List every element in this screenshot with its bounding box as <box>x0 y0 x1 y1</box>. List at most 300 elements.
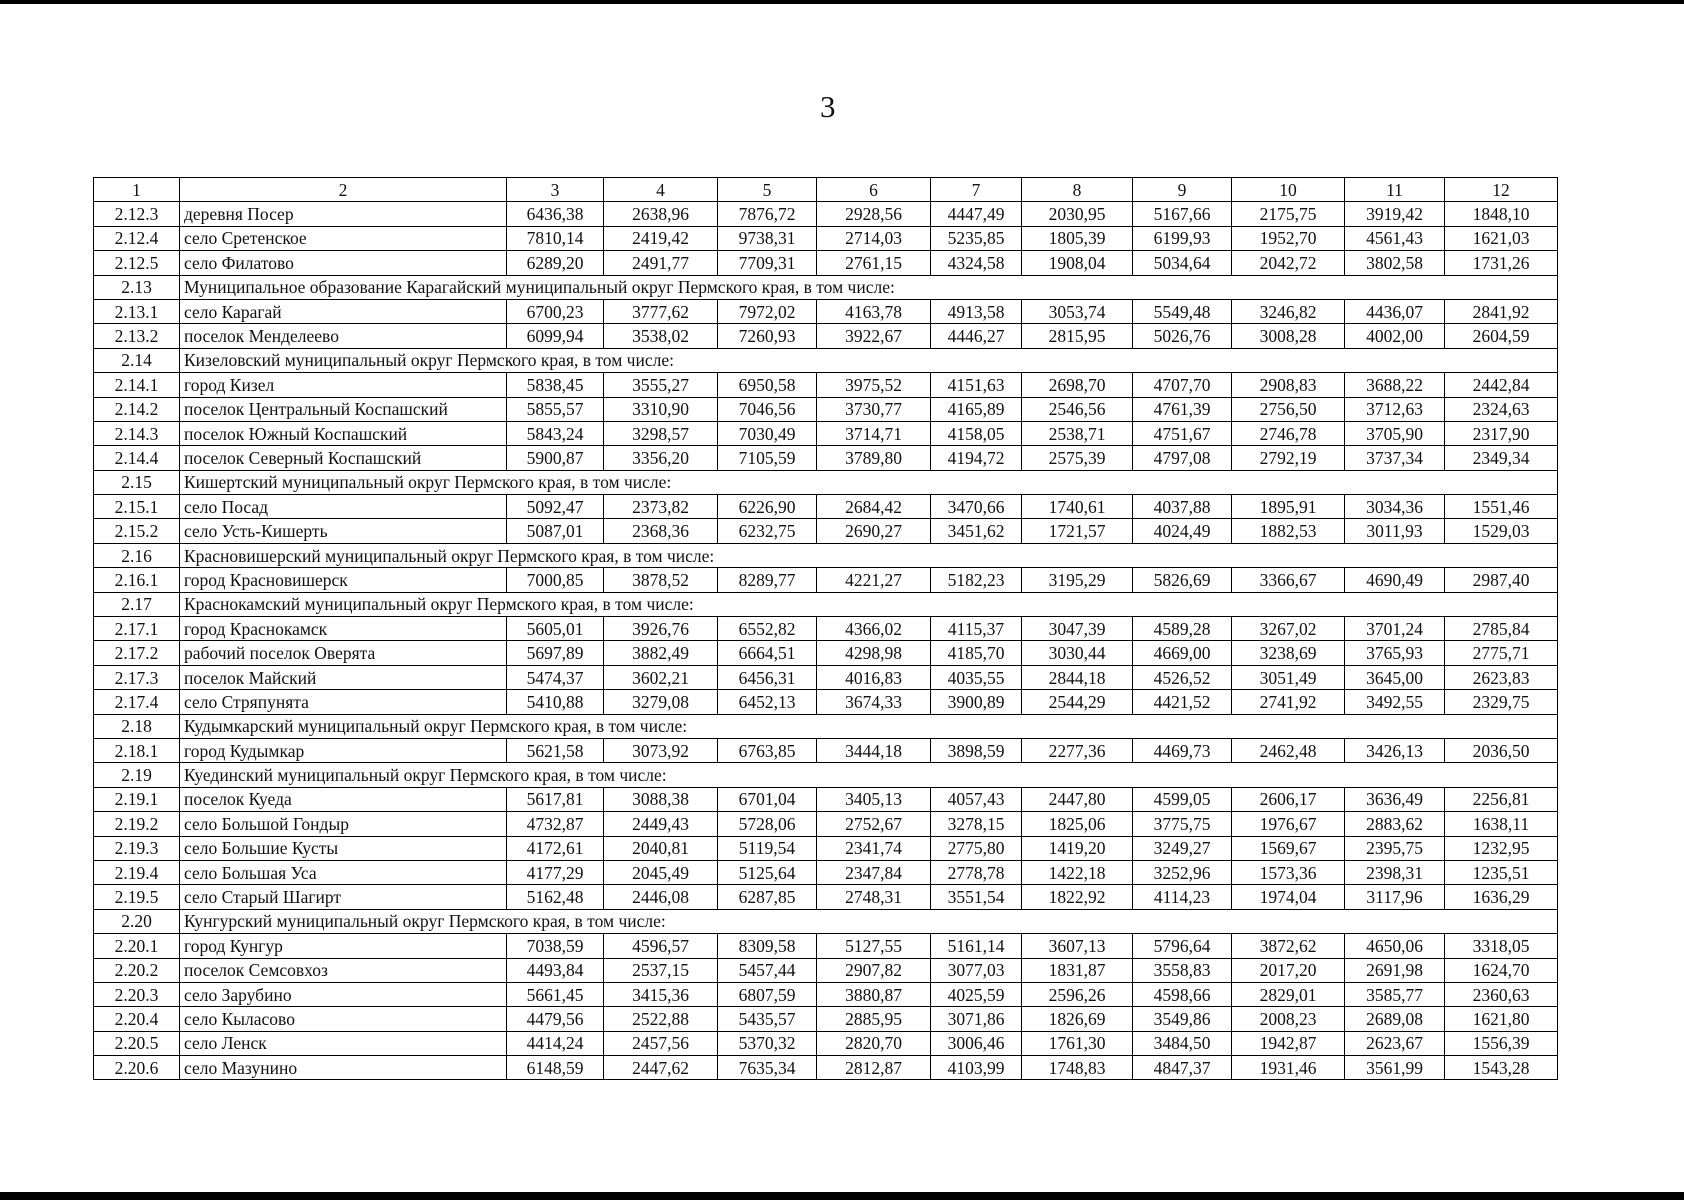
value-cell: 3674,33 <box>817 690 931 714</box>
value-cell: 1235,51 <box>1445 860 1558 884</box>
value-cell: 2042,72 <box>1232 251 1345 275</box>
value-cell: 5410,88 <box>507 690 604 714</box>
value-cell: 6099,94 <box>507 324 604 348</box>
table-row <box>94 958 1558 982</box>
value-cell: 2008,23 <box>1232 1007 1345 1031</box>
value-cell: 2741,92 <box>1232 690 1345 714</box>
value-cell: 4469,73 <box>1133 738 1232 762</box>
value-cell: 2040,81 <box>604 836 718 860</box>
value-cell: 6226,90 <box>718 495 817 519</box>
value-cell: 3765,93 <box>1345 641 1445 665</box>
value-cell: 2544,29 <box>1022 690 1133 714</box>
value-cell: 4650,06 <box>1345 934 1445 958</box>
value-cell: 5235,85 <box>931 226 1022 250</box>
section-row <box>94 348 1558 372</box>
section-row <box>94 714 1558 738</box>
value-cell: 2442,84 <box>1445 373 1558 397</box>
table-row <box>94 982 1558 1006</box>
value-cell: 2447,80 <box>1022 787 1133 811</box>
value-cell: 2761,15 <box>817 251 931 275</box>
value-cell: 3926,76 <box>604 617 718 641</box>
value-cell: 1952,70 <box>1232 226 1345 250</box>
top-border-line <box>0 0 1684 4</box>
value-cell: 4561,43 <box>1345 226 1445 250</box>
value-cell: 5034,64 <box>1133 251 1232 275</box>
section-title: Кудымкарский муниципальный округ Пермского края, в том числе: <box>180 714 1558 738</box>
value-cell: 5621,58 <box>507 738 604 762</box>
value-cell: 2775,71 <box>1445 641 1558 665</box>
value-cell: 7038,59 <box>507 934 604 958</box>
tariff-table <box>93 177 1558 1080</box>
value-cell: 1740,61 <box>1022 495 1133 519</box>
table-row <box>94 446 1558 470</box>
value-cell: 4035,55 <box>931 665 1022 689</box>
section-row <box>94 592 1558 616</box>
value-cell: 4002,00 <box>1345 324 1445 348</box>
value-cell: 4596,57 <box>604 934 718 958</box>
value-cell: 4669,00 <box>1133 641 1232 665</box>
value-cell: 2812,87 <box>817 1056 931 1080</box>
section-row <box>94 909 1558 933</box>
table-row <box>94 373 1558 397</box>
value-cell: 2349,34 <box>1445 446 1558 470</box>
header-cell: 1 <box>94 178 180 202</box>
value-cell: 3645,00 <box>1345 665 1445 689</box>
settlement-name: село Старый Шагирт <box>180 885 507 909</box>
value-cell: 1761,30 <box>1022 1031 1133 1055</box>
value-cell: 1422,18 <box>1022 860 1133 884</box>
value-cell: 7030,49 <box>718 421 817 445</box>
value-cell: 5617,81 <box>507 787 604 811</box>
value-cell: 1895,91 <box>1232 495 1345 519</box>
value-cell: 4751,67 <box>1133 421 1232 445</box>
row-number: 2.14.4 <box>94 446 180 470</box>
value-cell: 4414,24 <box>507 1031 604 1055</box>
row-number: 2.17.2 <box>94 641 180 665</box>
value-cell: 4057,43 <box>931 787 1022 811</box>
value-cell: 2368,36 <box>604 519 718 543</box>
value-cell: 3088,38 <box>604 787 718 811</box>
value-cell: 2756,50 <box>1232 397 1345 421</box>
value-cell: 5026,76 <box>1133 324 1232 348</box>
value-cell: 2907,82 <box>817 958 931 982</box>
section-number: 2.18 <box>94 714 180 738</box>
value-cell: 3714,71 <box>817 421 931 445</box>
value-cell: 3071,86 <box>931 1007 1022 1031</box>
value-cell: 5855,57 <box>507 397 604 421</box>
value-cell: 4221,27 <box>817 568 931 592</box>
row-number: 2.12.5 <box>94 251 180 275</box>
value-cell: 6700,23 <box>507 299 604 323</box>
value-cell: 4436,07 <box>1345 299 1445 323</box>
value-cell: 5435,57 <box>718 1007 817 1031</box>
value-cell: 3602,21 <box>604 665 718 689</box>
settlement-name: поселок Менделеево <box>180 324 507 348</box>
header-cell: 9 <box>1133 178 1232 202</box>
value-cell: 3053,74 <box>1022 299 1133 323</box>
value-cell: 1848,10 <box>1445 202 1558 226</box>
value-cell: 2698,70 <box>1022 373 1133 397</box>
settlement-name: село Мазунино <box>180 1056 507 1080</box>
table-row <box>94 324 1558 348</box>
settlement-name: село Кыласово <box>180 1007 507 1031</box>
value-cell: 1908,04 <box>1022 251 1133 275</box>
value-cell: 6950,58 <box>718 373 817 397</box>
header-cell: 6 <box>817 178 931 202</box>
table-row <box>94 202 1558 226</box>
value-cell: 1976,67 <box>1232 812 1345 836</box>
header-cell: 7 <box>931 178 1022 202</box>
value-cell: 1543,28 <box>1445 1056 1558 1080</box>
value-cell: 3249,27 <box>1133 836 1232 860</box>
header-cell: 2 <box>180 178 507 202</box>
value-cell: 2623,83 <box>1445 665 1558 689</box>
value-cell: 4163,78 <box>817 299 931 323</box>
value-cell: 6701,04 <box>718 787 817 811</box>
value-cell: 3636,49 <box>1345 787 1445 811</box>
section-row <box>94 543 1558 567</box>
row-number: 2.19.3 <box>94 836 180 860</box>
value-cell: 4024,49 <box>1133 519 1232 543</box>
table-row <box>94 812 1558 836</box>
row-number: 2.16.1 <box>94 568 180 592</box>
value-cell: 1624,70 <box>1445 958 1558 982</box>
section-number: 2.20 <box>94 909 180 933</box>
value-cell: 5900,87 <box>507 446 604 470</box>
value-cell: 5167,66 <box>1133 202 1232 226</box>
bottom-border-line <box>0 1192 1684 1200</box>
value-cell: 2419,42 <box>604 226 718 250</box>
value-cell: 2546,56 <box>1022 397 1133 421</box>
header-cell: 3 <box>507 178 604 202</box>
value-cell: 3551,54 <box>931 885 1022 909</box>
row-number: 2.14.2 <box>94 397 180 421</box>
value-cell: 2347,84 <box>817 860 931 884</box>
value-cell: 3356,20 <box>604 446 718 470</box>
value-cell: 2256,81 <box>1445 787 1558 811</box>
value-cell: 3922,67 <box>817 324 931 348</box>
value-cell: 2689,08 <box>1345 1007 1445 1031</box>
value-cell: 1931,46 <box>1232 1056 1345 1080</box>
section-title: Муниципальное образование Карагайский муниципальный округ Пермского края, в том числе: <box>180 275 1558 299</box>
value-cell: 4324,58 <box>931 251 1022 275</box>
value-cell: 2775,80 <box>931 836 1022 860</box>
value-cell: 3415,36 <box>604 982 718 1006</box>
value-cell: 2317,90 <box>1445 421 1558 445</box>
section-title: Кизеловский муниципальный округ Пермского края, в том числе: <box>180 348 1558 372</box>
value-cell: 3451,62 <box>931 519 1022 543</box>
table-row <box>94 617 1558 641</box>
value-cell: 3195,29 <box>1022 568 1133 592</box>
section-number: 2.15 <box>94 470 180 494</box>
value-cell: 4165,89 <box>931 397 1022 421</box>
value-cell: 2883,62 <box>1345 812 1445 836</box>
value-cell: 2714,03 <box>817 226 931 250</box>
value-cell: 3008,28 <box>1232 324 1345 348</box>
table-row <box>94 568 1558 592</box>
table-row <box>94 299 1558 323</box>
value-cell: 1721,57 <box>1022 519 1133 543</box>
table-row <box>94 836 1558 860</box>
row-number: 2.19.1 <box>94 787 180 811</box>
value-cell: 1621,80 <box>1445 1007 1558 1031</box>
value-cell: 3310,90 <box>604 397 718 421</box>
value-cell: 3073,92 <box>604 738 718 762</box>
value-cell: 3405,13 <box>817 787 931 811</box>
header-cell: 8 <box>1022 178 1133 202</box>
value-cell: 2785,84 <box>1445 617 1558 641</box>
value-cell: 3975,52 <box>817 373 931 397</box>
value-cell: 2398,31 <box>1345 860 1445 884</box>
row-number: 2.18.1 <box>94 738 180 762</box>
value-cell: 2360,63 <box>1445 982 1558 1006</box>
value-cell: 5182,23 <box>931 568 1022 592</box>
value-cell: 5162,48 <box>507 885 604 909</box>
value-cell: 6452,13 <box>718 690 817 714</box>
page-number: 3 <box>820 89 836 124</box>
value-cell: 2752,67 <box>817 812 931 836</box>
value-cell: 3006,46 <box>931 1031 1022 1055</box>
row-number: 2.13.1 <box>94 299 180 323</box>
value-cell: 3561,99 <box>1345 1056 1445 1080</box>
value-cell: 2449,43 <box>604 812 718 836</box>
value-cell: 2623,67 <box>1345 1031 1445 1055</box>
value-cell: 2017,20 <box>1232 958 1345 982</box>
row-number: 2.20.3 <box>94 982 180 1006</box>
row-number: 2.19.5 <box>94 885 180 909</box>
value-cell: 4115,37 <box>931 617 1022 641</box>
row-number: 2.17.4 <box>94 690 180 714</box>
value-cell: 3558,83 <box>1133 958 1232 982</box>
value-cell: 1638,11 <box>1445 812 1558 836</box>
value-cell: 7260,93 <box>718 324 817 348</box>
value-cell: 6199,93 <box>1133 226 1232 250</box>
value-cell: 6552,82 <box>718 617 817 641</box>
value-cell: 2036,50 <box>1445 738 1558 762</box>
value-cell: 2792,19 <box>1232 446 1345 470</box>
value-cell: 8289,77 <box>718 568 817 592</box>
value-cell: 2575,39 <box>1022 446 1133 470</box>
value-cell: 3701,24 <box>1345 617 1445 641</box>
value-cell: 5838,45 <box>507 373 604 397</box>
table-row <box>94 397 1558 421</box>
value-cell: 4158,05 <box>931 421 1022 445</box>
settlement-name: город Кунгур <box>180 934 507 958</box>
table-row <box>94 1007 1558 1031</box>
table-row <box>94 641 1558 665</box>
value-cell: 2908,83 <box>1232 373 1345 397</box>
value-cell: 2537,15 <box>604 958 718 982</box>
settlement-name: поселок Куеда <box>180 787 507 811</box>
row-number: 2.13.2 <box>94 324 180 348</box>
header-cell: 10 <box>1232 178 1345 202</box>
value-cell: 2885,95 <box>817 1007 931 1031</box>
table-row <box>94 251 1558 275</box>
value-cell: 3880,87 <box>817 982 931 1006</box>
value-cell: 1529,03 <box>1445 519 1558 543</box>
value-cell: 6436,38 <box>507 202 604 226</box>
settlement-name: поселок Майский <box>180 665 507 689</box>
header-cell: 5 <box>718 178 817 202</box>
section-title: Кунгурский муниципальный округ Пермского края, в том числе: <box>180 909 1558 933</box>
table-row <box>94 519 1558 543</box>
settlement-name: город Кизел <box>180 373 507 397</box>
value-cell: 3278,15 <box>931 812 1022 836</box>
table-header-row <box>94 178 1558 202</box>
value-cell: 7709,31 <box>718 251 817 275</box>
value-cell: 1569,67 <box>1232 836 1345 860</box>
value-cell: 7000,85 <box>507 568 604 592</box>
value-cell: 5087,01 <box>507 519 604 543</box>
value-cell: 3882,49 <box>604 641 718 665</box>
value-cell: 4447,49 <box>931 202 1022 226</box>
settlement-name: село Стряпунята <box>180 690 507 714</box>
value-cell: 2457,56 <box>604 1031 718 1055</box>
settlement-name: поселок Центральный Коспашский <box>180 397 507 421</box>
value-cell: 3246,82 <box>1232 299 1345 323</box>
value-cell: 2987,40 <box>1445 568 1558 592</box>
value-cell: 1636,29 <box>1445 885 1558 909</box>
value-cell: 4025,59 <box>931 982 1022 1006</box>
value-cell: 4172,61 <box>507 836 604 860</box>
value-cell: 2829,01 <box>1232 982 1345 1006</box>
value-cell: 4446,27 <box>931 324 1022 348</box>
value-cell: 3898,59 <box>931 738 1022 762</box>
value-cell: 4185,70 <box>931 641 1022 665</box>
section-number: 2.17 <box>94 592 180 616</box>
section-title: Краснокамский муниципальный округ Пермского края, в том числе: <box>180 592 1558 616</box>
value-cell: 6287,85 <box>718 885 817 909</box>
value-cell: 2395,75 <box>1345 836 1445 860</box>
value-cell: 5127,55 <box>817 934 931 958</box>
header-cell: 12 <box>1445 178 1558 202</box>
value-cell: 1831,87 <box>1022 958 1133 982</box>
section-title: Красновишерский муниципальный округ Пермского края, в том числе: <box>180 543 1558 567</box>
section-number: 2.14 <box>94 348 180 372</box>
value-cell: 1419,20 <box>1022 836 1133 860</box>
row-number: 2.17.3 <box>94 665 180 689</box>
value-cell: 5843,24 <box>507 421 604 445</box>
value-cell: 3252,96 <box>1133 860 1232 884</box>
value-cell: 1826,69 <box>1022 1007 1133 1031</box>
value-cell: 3730,77 <box>817 397 931 421</box>
value-cell: 4493,84 <box>507 958 604 982</box>
value-cell: 3712,63 <box>1345 397 1445 421</box>
table-row <box>94 787 1558 811</box>
value-cell: 6763,85 <box>718 738 817 762</box>
value-cell: 2324,63 <box>1445 397 1558 421</box>
value-cell: 5474,37 <box>507 665 604 689</box>
value-cell: 4690,49 <box>1345 568 1445 592</box>
value-cell: 4421,52 <box>1133 690 1232 714</box>
header-cell: 11 <box>1345 178 1445 202</box>
value-cell: 6664,51 <box>718 641 817 665</box>
value-cell: 3775,75 <box>1133 812 1232 836</box>
settlement-name: рабочий поселок Оверята <box>180 641 507 665</box>
table-body <box>94 178 1558 1080</box>
section-row <box>94 763 1558 787</box>
value-cell: 7105,59 <box>718 446 817 470</box>
value-cell: 3117,96 <box>1345 885 1445 909</box>
value-cell: 3872,62 <box>1232 934 1345 958</box>
value-cell: 4526,52 <box>1133 665 1232 689</box>
value-cell: 5092,47 <box>507 495 604 519</box>
value-cell: 1974,04 <box>1232 885 1345 909</box>
table-row <box>94 421 1558 445</box>
value-cell: 1805,39 <box>1022 226 1133 250</box>
value-cell: 3705,90 <box>1345 421 1445 445</box>
settlement-name: село Большие Кусты <box>180 836 507 860</box>
value-cell: 5370,32 <box>718 1031 817 1055</box>
value-cell: 3802,58 <box>1345 251 1445 275</box>
value-cell: 2341,74 <box>817 836 931 860</box>
row-number: 2.20.4 <box>94 1007 180 1031</box>
settlement-name: село Большая Уса <box>180 860 507 884</box>
value-cell: 7046,56 <box>718 397 817 421</box>
row-number: 2.15.2 <box>94 519 180 543</box>
value-cell: 6807,59 <box>718 982 817 1006</box>
value-cell: 2045,49 <box>604 860 718 884</box>
value-cell: 2522,88 <box>604 1007 718 1031</box>
value-cell: 2030,95 <box>1022 202 1133 226</box>
table-row <box>94 226 1558 250</box>
value-cell: 4016,83 <box>817 665 931 689</box>
value-cell: 2841,92 <box>1445 299 1558 323</box>
settlement-name: село Посад <box>180 495 507 519</box>
value-cell: 1748,83 <box>1022 1056 1133 1080</box>
value-cell: 5549,48 <box>1133 299 1232 323</box>
value-cell: 5119,54 <box>718 836 817 860</box>
value-cell: 2604,59 <box>1445 324 1558 348</box>
table-row <box>94 495 1558 519</box>
row-number: 2.20.6 <box>94 1056 180 1080</box>
value-cell: 3492,55 <box>1345 690 1445 714</box>
settlement-name: деревня Посер <box>180 202 507 226</box>
value-cell: 3688,22 <box>1345 373 1445 397</box>
value-cell: 3470,66 <box>931 495 1022 519</box>
value-cell: 2175,75 <box>1232 202 1345 226</box>
table-row <box>94 934 1558 958</box>
value-cell: 8309,58 <box>718 934 817 958</box>
section-title: Куединский муниципальный округ Пермского края, в том числе: <box>180 763 1558 787</box>
value-cell: 4732,87 <box>507 812 604 836</box>
value-cell: 3585,77 <box>1345 982 1445 1006</box>
value-cell: 1825,06 <box>1022 812 1133 836</box>
value-cell: 2820,70 <box>817 1031 931 1055</box>
value-cell: 2606,17 <box>1232 787 1345 811</box>
value-cell: 2746,78 <box>1232 421 1345 445</box>
value-cell: 6289,20 <box>507 251 604 275</box>
value-cell: 6456,31 <box>718 665 817 689</box>
table-row <box>94 1031 1558 1055</box>
value-cell: 2277,36 <box>1022 738 1133 762</box>
value-cell: 1882,53 <box>1232 519 1345 543</box>
value-cell: 3011,93 <box>1345 519 1445 543</box>
row-number: 2.20.5 <box>94 1031 180 1055</box>
value-cell: 2447,62 <box>604 1056 718 1080</box>
settlement-name: село Сретенское <box>180 226 507 250</box>
value-cell: 3484,50 <box>1133 1031 1232 1055</box>
value-cell: 3555,27 <box>604 373 718 397</box>
value-cell: 3034,36 <box>1345 495 1445 519</box>
value-cell: 4761,39 <box>1133 397 1232 421</box>
value-cell: 3538,02 <box>604 324 718 348</box>
value-cell: 1556,39 <box>1445 1031 1558 1055</box>
value-cell: 3030,44 <box>1022 641 1133 665</box>
value-cell: 7810,14 <box>507 226 604 250</box>
value-cell: 4913,58 <box>931 299 1022 323</box>
row-number: 2.14.3 <box>94 421 180 445</box>
